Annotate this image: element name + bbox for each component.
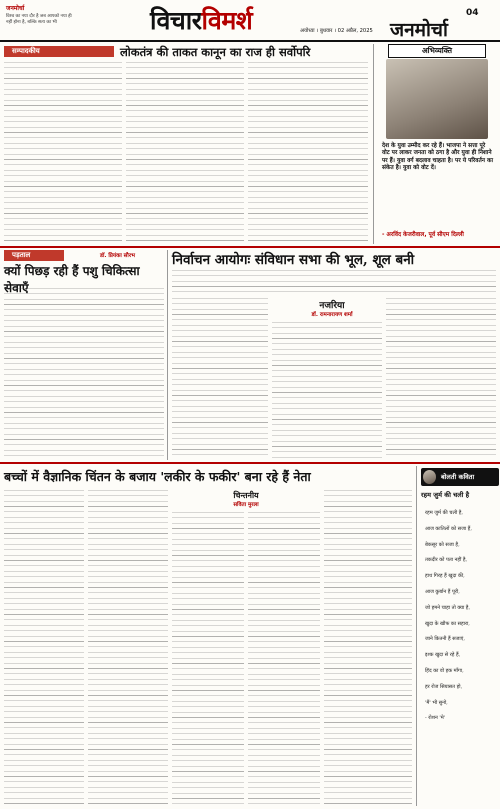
poem-line: हाथ गिरह हैं खुदा की,: [425, 573, 465, 580]
poem-body: [425, 506, 499, 727]
poem-line: इश्क खुदा से रहे हैं,: [425, 652, 461, 659]
quote-panel: [378, 44, 496, 244]
header-tagline: विश्व का नया दौर है जब आपको नया ही नहीं होना है, बल्कि सत्य का भी: [6, 14, 72, 25]
column-divider: [167, 250, 168, 460]
section-masthead: [150, 3, 252, 37]
masthead-part2: विमर्श: [201, 6, 253, 35]
editorial-column-1: [4, 62, 122, 242]
dateline: अयोध्या । बुधवार । 02 अप्रैल, 2025: [300, 28, 373, 34]
section-divider: [0, 462, 500, 464]
poem-line: तकदीर को पता नहीं है,: [425, 557, 468, 564]
quote-text: देश के युवा उम्मीद कर रहे हैं। भाजपा ने सत्ता पूरे वोट पर लाकर जनता को ठगा है और युवा ही निशाने पर हैं। युवा वर्ग बदलाव चाहता है। पर ये परिवर्तन का संकेत है। युवा को वोट दें।: [382, 143, 493, 172]
column-divider: [373, 44, 374, 244]
election-intro: [172, 270, 496, 294]
poem-line: जाने कितनी हैं सजाएं,: [425, 636, 465, 643]
poem-line: जो हमने चाहा तो क्या है,: [425, 604, 471, 611]
section-divider: [0, 246, 500, 248]
poet-photo: [423, 470, 436, 484]
padtal-column: [4, 288, 164, 458]
poem-label: बोलती कविता: [441, 473, 475, 481]
poem-line: हर रोज सियासत हो,: [425, 683, 463, 690]
brand-logo: जनमोर्चा: [390, 19, 448, 41]
poem-line: 'मैं' भी सुनो,: [425, 699, 448, 706]
poem-line: खुदा के खौफ का सहारा,: [425, 620, 470, 627]
nazariya-label: नजरिया: [319, 301, 345, 311]
poem-line: हिंद का वो हक माँगा,: [425, 667, 464, 674]
padtal-author: डॉ. प्रियंका सौरभ: [100, 253, 135, 259]
padtal-label: पड़ताल: [4, 250, 64, 261]
bottom-column-5: [324, 490, 412, 806]
chintaniya-label: चिन्तनीय: [233, 490, 259, 500]
page-number: 04: [466, 8, 479, 18]
poem-line: बेकसूर को सजा है,: [425, 541, 460, 548]
editorial-label: सम्पादकीय: [4, 46, 114, 57]
bottom-column-3: [172, 512, 244, 806]
bottom-headline: बच्चों में वैज्ञानिक चिंतन के बजाय 'लकीर के फकीर' बना रहे हैं नेता: [4, 469, 311, 484]
election-column-1: [172, 298, 268, 458]
election-column-3: [386, 298, 496, 458]
padtal-headline: क्यों पिछड़ रही हैं पशु चिकित्सा सेवाएँ: [4, 264, 140, 295]
poem-line: रहम जुर्म की चली है,: [425, 510, 463, 516]
editorial-headline: लोकतंत्र की ताकत कानून का राज ही सर्वोपरि: [120, 45, 311, 59]
bottom-column-1: [4, 490, 84, 806]
poem-line: आज कुर्बान हैं पूरी,: [425, 588, 460, 595]
bottom-column-2: [88, 490, 168, 806]
poem-line: - रोशन 'मे': [425, 715, 446, 722]
quote-section-label: अभिव्यक्ति: [388, 44, 486, 58]
election-column-head: [272, 298, 392, 320]
election-headline: निर्वाचन आयोगः संविधान सभा की भूल, शूल बनी: [172, 252, 415, 268]
brand-small: जनमोर्चा: [6, 5, 25, 12]
portrait-image: [386, 59, 488, 139]
page-header: [0, 0, 500, 42]
poem-title: रहम जुर्म की चली है: [421, 491, 470, 499]
election-column-2: [272, 322, 382, 458]
chintaniya-head: [172, 490, 320, 510]
bottom-column-4: [248, 512, 320, 806]
quote-author: - अरविंद केजरीवाल, पूर्व सीएम दिल्ली: [382, 232, 464, 238]
election-author: डॉ. रामनारायण शर्मा: [311, 312, 353, 318]
editorial-column-2: [126, 62, 244, 242]
masthead-part1: विचार: [150, 6, 202, 35]
editorial-column-3: [248, 62, 368, 242]
poem-panel: [416, 466, 498, 806]
poem-line: आज कातिलों को सजा हैं,: [425, 525, 472, 532]
chintaniya-author: सविता मुरला: [233, 502, 259, 508]
